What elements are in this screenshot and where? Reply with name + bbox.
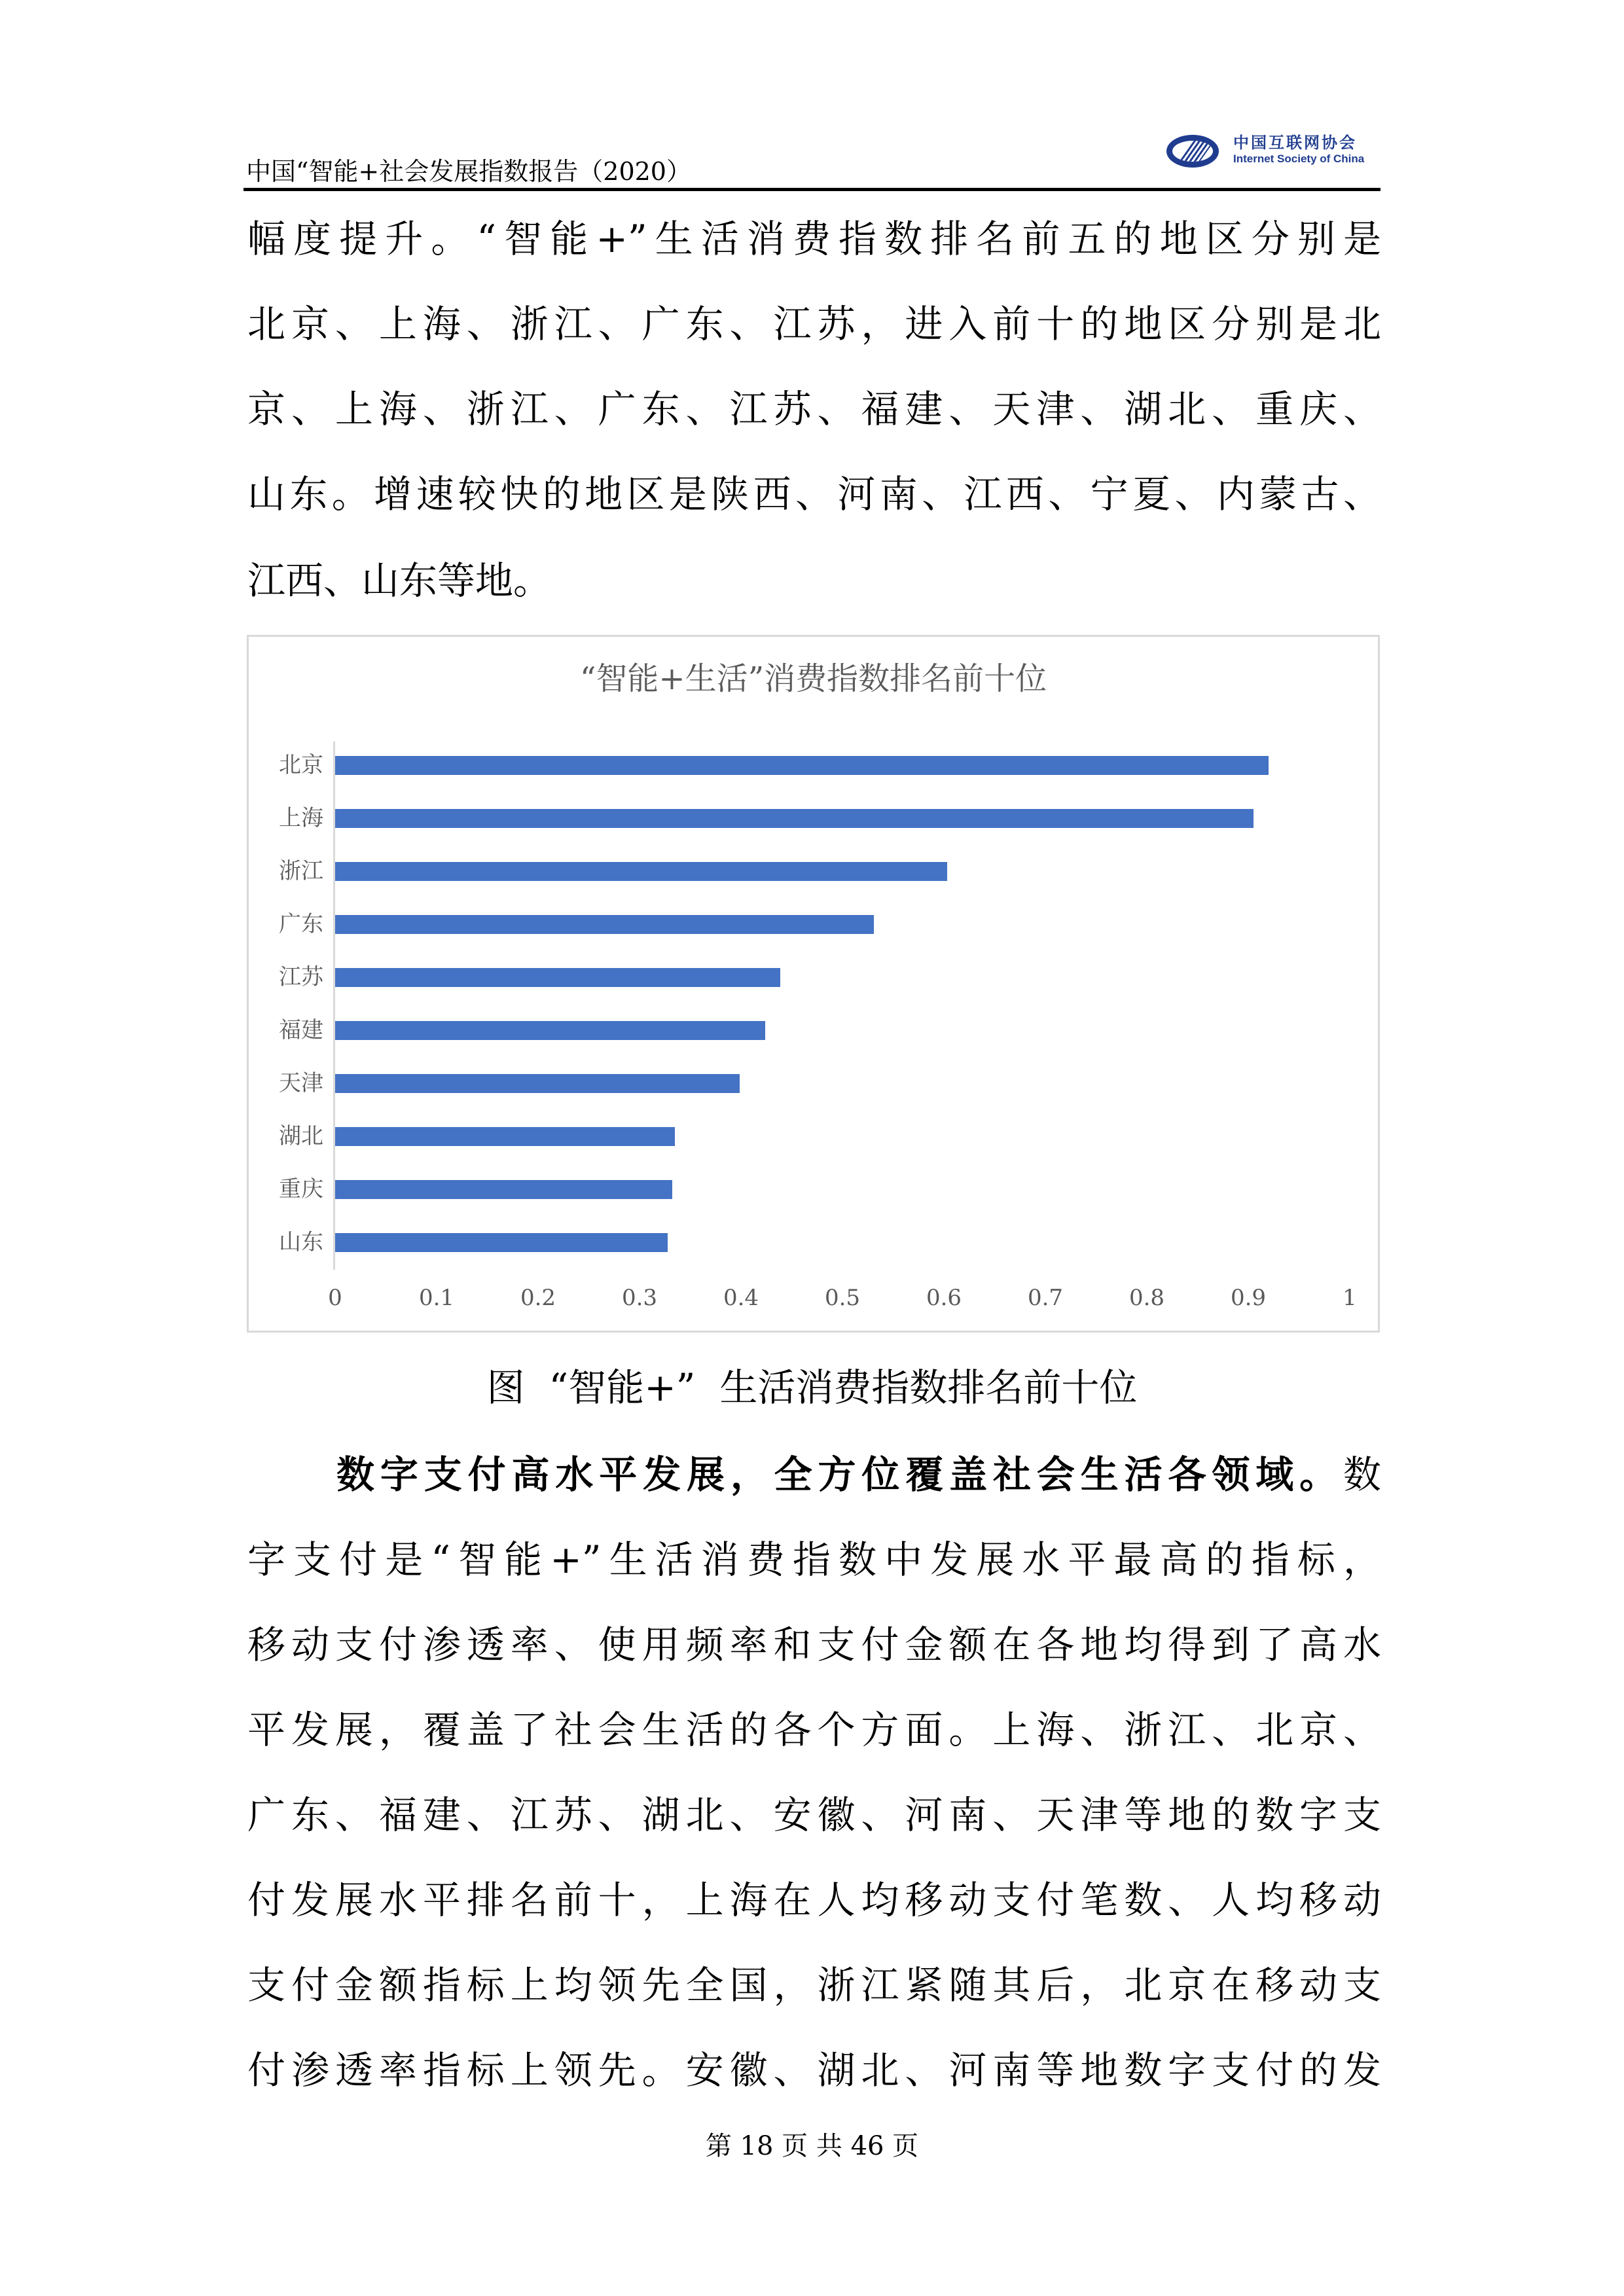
paragraph-line: 支付金额指标上均领先全国，浙江紧随其后，北京在移动支 <box>247 1963 1381 2007</box>
y-axis-label: 江苏 <box>279 964 323 990</box>
paragraph-line: 山东。增速较快的地区是陕西、河南、江西、宁夏、内蒙古、 <box>247 472 1381 516</box>
bar <box>335 1021 765 1040</box>
bar <box>335 1127 675 1146</box>
bar <box>335 862 947 881</box>
x-axis-tick-label: 0.6 <box>926 1285 962 1311</box>
y-axis-label: 广东 <box>279 911 323 937</box>
paragraph-line: 广东、福建、江苏、湖北、安徽、河南、天津等地的数字支 <box>247 1793 1381 1837</box>
x-axis-tick-label: 0.4 <box>723 1285 759 1311</box>
paragraph-line: 北京、上海、浙江、广东、江苏，进入前十的地区分别是北 <box>247 302 1381 346</box>
bar <box>335 1233 668 1252</box>
bar <box>335 756 1269 775</box>
y-axis-label: 浙江 <box>279 858 323 884</box>
x-axis-tick-label: 0.9 <box>1230 1285 1267 1311</box>
x-axis-tick-label: 0 <box>328 1285 342 1311</box>
x-axis-tick-label: 0.8 <box>1128 1285 1165 1311</box>
figure-caption: 图 “智能+” 生活消费指数排名前十位 <box>486 1365 1138 1410</box>
y-axis-label: 重庆 <box>279 1176 323 1202</box>
paragraph-line: 付渗透率指标上领先。安徽、湖北、河南等地数字支付的发 <box>247 2048 1381 2092</box>
paragraph-line-first <box>336 1432 1381 1517</box>
paragraph-line: 付发展水平排名前十，上海在人均移动支付笔数、人均移动 <box>247 1878 1381 1922</box>
paragraph-line: 平发展，覆盖了社会生活的各个方面。上海、浙江、北京、 <box>247 1708 1381 1752</box>
paragraph-heading: 数字支付高水平发展，全方位覆盖社会生活各领域。 <box>336 1452 1343 1497</box>
bar <box>335 915 874 934</box>
x-axis-tick-label: 0.1 <box>418 1285 455 1311</box>
paragraph-line: 江西、山东等地。 <box>247 558 552 603</box>
isc-logo <box>1166 134 1382 170</box>
paragraph-text: 数 <box>1343 1452 1381 1497</box>
x-axis-tick-label: 1 <box>1343 1285 1357 1311</box>
bar <box>335 1180 672 1199</box>
page-number: 第 18 页 共 46 页 <box>705 2131 919 2161</box>
paragraph-line: 字支付是“智能+”生活消费指数中发展水平最高的指标， <box>247 1537 1381 1582</box>
y-axis-label: 上海 <box>279 805 323 831</box>
logo-name-en: Internet Society of China <box>1233 152 1365 165</box>
bar <box>335 809 1254 828</box>
x-axis-tick-label: 0.5 <box>824 1285 861 1311</box>
paragraph-line: 移动支付渗透率、使用频率和支付金额在各地均得到了高水 <box>247 1623 1381 1667</box>
header-divider <box>244 188 1380 191</box>
x-axis-tick-label: 0.7 <box>1027 1285 1064 1311</box>
y-axis-label: 福建 <box>279 1017 323 1043</box>
y-axis-label: 天津 <box>279 1070 323 1096</box>
chart-title: “智能+生活”消费指数排名前十位 <box>579 660 1047 697</box>
bar <box>335 1074 740 1093</box>
logo-name-cn: 中国互联网协会 <box>1233 134 1357 152</box>
y-axis-label: 山东 <box>279 1229 323 1255</box>
y-axis-label: 湖北 <box>279 1123 323 1149</box>
bar-chart <box>247 635 1380 1333</box>
report-header-title: 中国“智能+社会发展指数报告（2020） <box>246 157 691 186</box>
y-axis-label: 北京 <box>279 752 323 778</box>
bar <box>335 968 780 987</box>
isc-logo-icon <box>1166 135 1219 168</box>
paragraph-line: 幅度提升。“智能+”生活消费指数排名前五的地区分别是 <box>247 217 1381 261</box>
x-axis-tick-label: 0.3 <box>621 1285 658 1311</box>
paragraph-line: 京、上海、浙江、广东、江苏、福建、天津、湖北、重庆、 <box>247 387 1381 431</box>
x-axis-tick-label: 0.2 <box>520 1285 556 1311</box>
